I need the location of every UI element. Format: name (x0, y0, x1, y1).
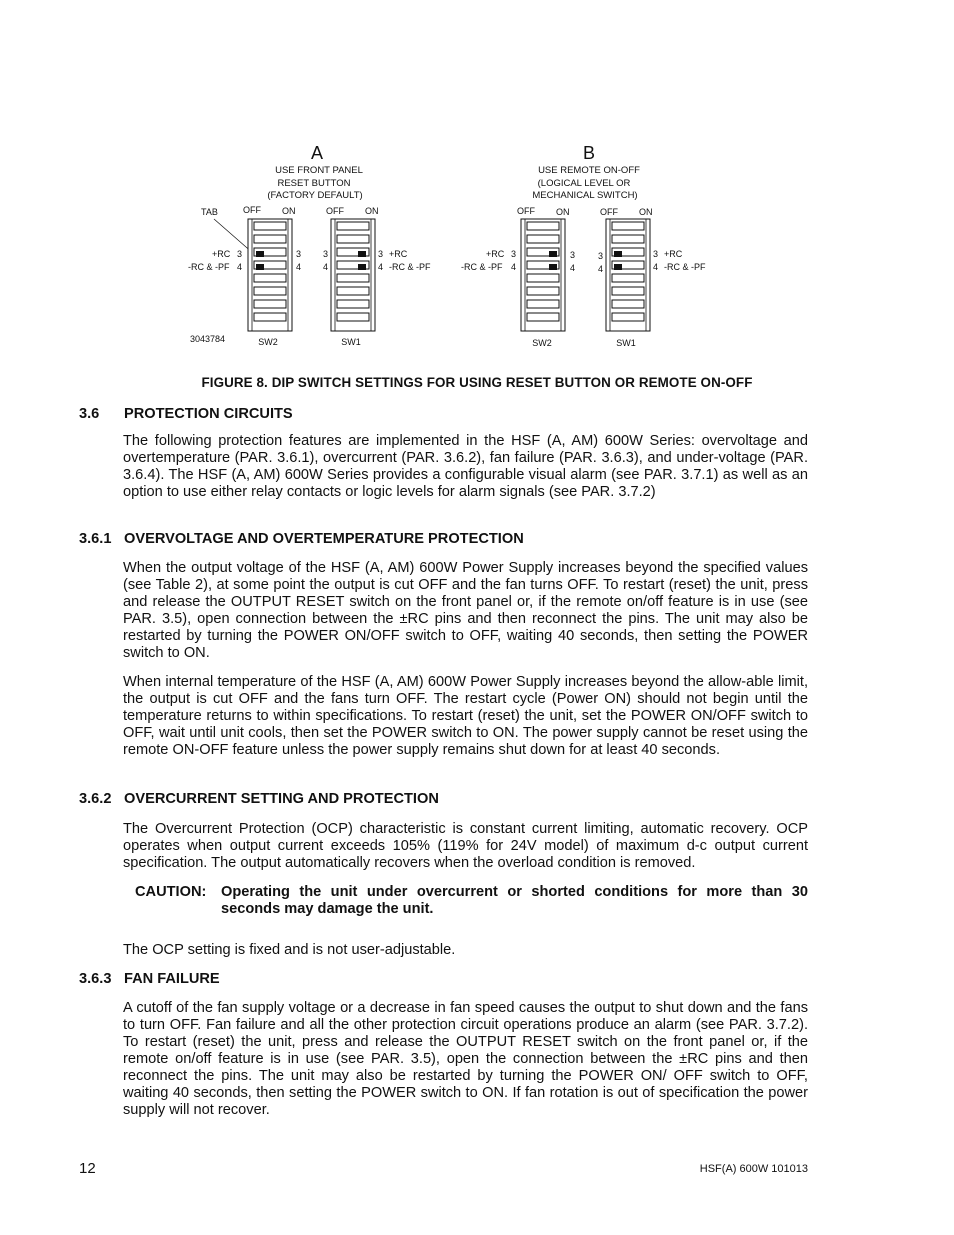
a-sw2-pos4-knob (256, 264, 264, 270)
a-sw1-off: OFF (326, 206, 344, 216)
heading-number: 3.6 (79, 406, 100, 422)
panel-a-desc-2: RESET BUTTON (277, 178, 351, 189)
b-sw1-pos3-knob (614, 251, 622, 257)
b-right-4: 4 (653, 262, 659, 272)
a-sw1-label: SW1 (341, 337, 361, 347)
a-left-rc: +RC (212, 249, 231, 259)
b-sw2-switch (521, 219, 565, 331)
b-mid-3a: 3 (570, 250, 576, 260)
document-id: HSF(A) 600W 101013 (699, 1163, 808, 1175)
heading-3-6-3 (79, 971, 220, 987)
b-right-rc: +RC (664, 249, 683, 259)
panel-a-desc-1: USE FRONT PANEL (275, 165, 363, 176)
a-right-3: 3 (378, 249, 384, 259)
panel-b-desc-1: USE REMOTE ON-OFF (538, 165, 640, 176)
a-right-4: 4 (378, 262, 384, 272)
a-sw2-off: OFF (243, 205, 261, 215)
b-sw1-on: ON (639, 207, 653, 217)
heading-3-6 (79, 406, 293, 422)
b-sw1-off: OFF (600, 207, 618, 217)
page-number: 12 (79, 1160, 96, 1177)
b-sw1-pos4-knob (614, 264, 622, 270)
a-sw1-switch (331, 219, 375, 331)
b-sw2-off: OFF (517, 206, 535, 216)
b-right-rcpf: -RC & -PF (664, 262, 706, 272)
heading-3-6-1 (79, 531, 524, 547)
a-left-4: 4 (237, 262, 243, 272)
para-3-6-2-a: The Overcurrent Protection (OCP) characteristic is constant current limiting, automatic recovery. OCP operates when output current exceeds 105% (119% for 24V model) of maximum d-c output current specification. The output automatically recovers when the overload condition is removed. (123, 821, 808, 871)
panel-b-letter: B (582, 143, 596, 163)
para-3-6: The following protection features are implemented in the HSF (A, AM) 600W Series: overvoltage and overtemperature (PAR. 3.6.1), overcurrent (PAR. 3.6.2), fan failure (PAR. 3.6.3), and under-voltage (PAR. 3.6.4). The HSF (A, AM) 600W Series provides a configurable visual alarm (see PAR. 3.7.1) as well as an option to use either relay contacts or logic levels for alarm signals (see PAR. 3.7.2) (123, 433, 808, 500)
caution-note (135, 884, 808, 918)
a-sw2-label: SW2 (258, 337, 278, 347)
para-3-6-3: A cutoff of the fan supply voltage or a decrease in fan speed causes the output to shut down and the fans to turn OFF. Fan failure and all the other protection circuit operations produce an alarm (see PAR. 3.7.2). To restart (reset) the unit, press and release the OUTPUT RESET switch on the front panel or, if the remote on/off feature is in use (see PAR. 3.5), open the connection between the ±RC pins and then reconnect the pins. The unit may also be restarted by turning the POWER ON/ OFF switch to OFF, waiting 40 seconds, then setting the POWER switch to ON. If fan rotation is out of specification the power supply will not recover. (123, 1000, 808, 1118)
drawing-number: 3043784 (190, 334, 226, 344)
a-sw2-switch (248, 219, 292, 331)
caution-label: CAUTION: (135, 884, 207, 900)
figure-caption: FIGURE 8. DIP SWITCH SETTINGS FOR USING RESET BUTTON OR REMOTE ON-OFF (201, 375, 753, 390)
para-3-6-2-b: The OCP setting is fixed and is not user-adjustable. (123, 942, 456, 958)
panel-b-desc-3: MECHANICAL SWITCH) (532, 190, 638, 201)
panel-a-desc-3: (FACTORY DEFAULT) (267, 190, 363, 201)
caution-text: Operating the unit under overcurrent or shorted conditions for more than 30 seconds may damage the unit. (221, 884, 808, 917)
heading-number: 3.6.1 (79, 531, 112, 547)
para-3-6-1-a: When the output voltage of the HSF (A, AM) 600W Power Supply increases beyond the specified values (see Table 2), at some point the output is cut OFF and the fan turns OFF. To restart (reset) the unit, press and release the OUTPUT RESET switch on the front panel or, if the remote on/off feature is in use (see PAR. 3.5), open connection between the ±RC pins and then reconnect the pins. The unit may also be restarted by turning the POWER ON/OFF switch to OFF, waiting 40 seconds, then setting the POWER switch to ON. (123, 560, 808, 661)
b-right-3: 3 (653, 249, 659, 259)
a-sw1-pos3-knob (358, 251, 366, 257)
a-right-rc: +RC (389, 249, 408, 259)
panel-a-letter: A (310, 143, 324, 163)
b-sw2-on: ON (556, 207, 570, 217)
heading-number: 3.6.3 (79, 971, 112, 987)
b-sw1-label: SW1 (616, 338, 636, 348)
dip-switch-diagram (0, 0, 954, 360)
para-3-6-1-b: When internal temperature of the HSF (A, AM) 600W Power Supply increases beyond the allow-able limit, the output is cut OFF and the fans turn OFF. The restart cycle (Power ON) should not begin until the temperature returns to within specifications. To restart (reset) the unit, set the POWER ON/OFF switch to OFF, wait until unit cools, then set the POWER switch to ON. The power supply cannot be reset using the remote ON-OFF feature unless the power supply remains shut down for at least 40 seconds. (123, 674, 808, 758)
b-left-rcpf: -RC & -PF (461, 262, 503, 272)
heading-3-6-2 (79, 791, 439, 807)
a-sw2-pos3-knob (256, 251, 264, 257)
a-sw2-on: ON (282, 206, 296, 216)
a-left-3: 3 (237, 249, 243, 259)
dip-switch-figure (0, 0, 954, 360)
a-sw1-pos4-knob (358, 264, 366, 270)
b-mid-4a: 4 (570, 263, 576, 273)
a-mid-3b: 3 (323, 249, 329, 259)
a-sw1-on: ON (365, 206, 379, 216)
a-right-rcpf: -RC & -PF (389, 262, 431, 272)
heading-title: OVERVOLTAGE AND OVERTEMPERATURE PROTECTION (124, 531, 524, 547)
b-sw2-pos4-knob (549, 264, 557, 270)
tab-label: TAB (201, 207, 218, 217)
b-left-4: 4 (511, 262, 517, 272)
b-left-3: 3 (511, 249, 517, 259)
heading-title: FAN FAILURE (124, 971, 220, 987)
b-sw2-pos3-knob (549, 251, 557, 257)
panel-b-desc-2: (LOGICAL LEVEL OR (537, 178, 631, 189)
a-mid-4b: 4 (323, 262, 329, 272)
b-sw1-switch (606, 219, 650, 331)
b-mid-3b: 3 (598, 251, 604, 261)
heading-title: OVERCURRENT SETTING AND PROTECTION (124, 791, 439, 807)
a-mid-3a: 3 (296, 249, 302, 259)
a-left-rcpf: -RC & -PF (188, 262, 230, 272)
heading-title: PROTECTION CIRCUITS (124, 406, 293, 422)
b-left-rc: +RC (486, 249, 505, 259)
b-sw2-label: SW2 (532, 338, 552, 348)
a-mid-4a: 4 (296, 262, 302, 272)
heading-number: 3.6.2 (79, 791, 112, 807)
b-mid-4b: 4 (598, 264, 604, 274)
